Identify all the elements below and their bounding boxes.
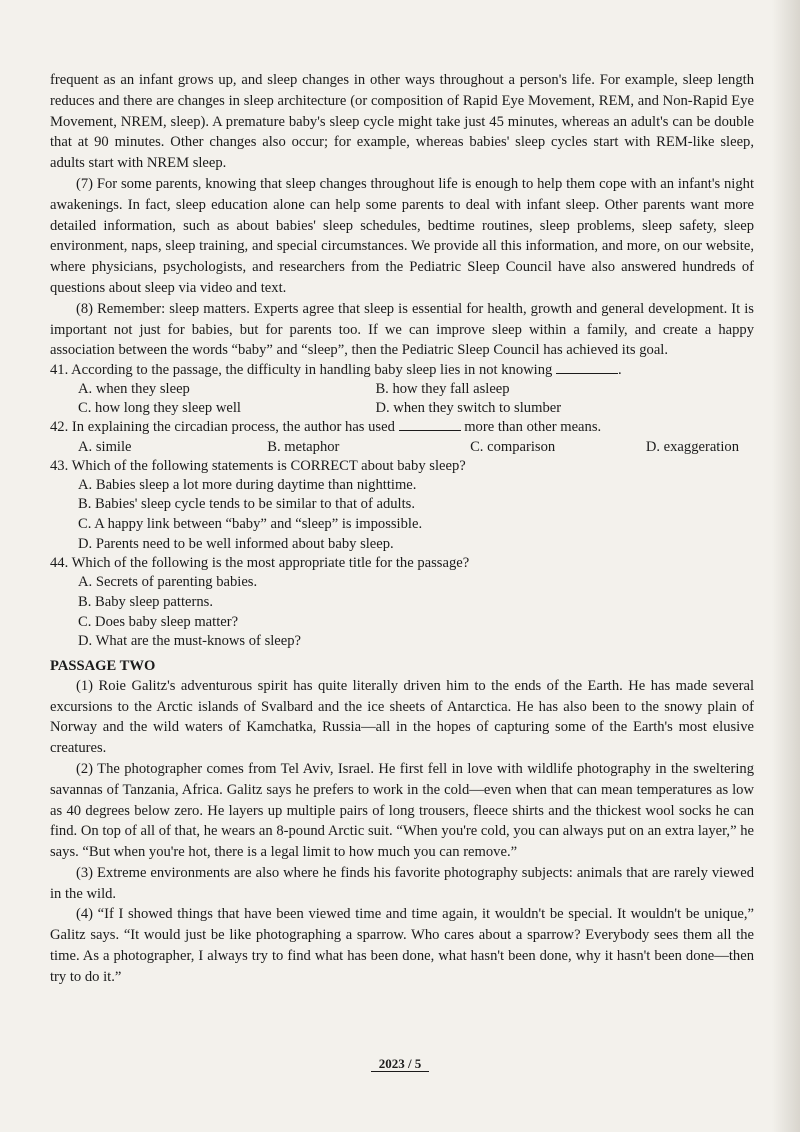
passage-one-paragraph-8: (8) Remember: sleep matters. Experts agree that sleep is essential for health, growth and general development. It is important not just for babies, but for parents too. If we can improve sleep within a family, and create a happy association between the words “baby” and “sleep”, then the Pediatric Sleep Council has achieved its goal.: [50, 300, 754, 359]
question-43: [50, 457, 754, 555]
question-42-stem: 42. In explaining the circadian process, the author has used: [50, 419, 395, 436]
question-42: [50, 418, 754, 456]
passage-two-paragraph-2: (2) The photographer comes from Tel Aviv, Israel. He first fell in love with wildlife photography in the sweltering savannas of Tanzania, Africa. Galitz says he prefers to work in the cold—even when that can mean temperatures as low as 40 degrees below zero. He layers up multiple pairs of long trousers, fleece shirts and the thickest wool socks he can find. On top of all of that, he wears an 8-pound Arctic suit. “When you're cold, you can always put on an extra layer,” he says. “But when you're hot, there is a legal limit to how much you can remove.”: [50, 760, 754, 861]
answer-blank: [399, 418, 461, 431]
question-41-end: .: [617, 362, 622, 379]
option-d: D. What are the must-knows of sleep?: [78, 633, 302, 650]
option-a: A. Secrets of parenting babies.: [78, 574, 258, 591]
option-a: A. when they sleep: [78, 381, 190, 398]
option-b: B. metaphor: [267, 438, 340, 455]
passage-two-paragraph-1: (1) Roie Galitz's adventurous spirit has quite literally driven him to the ends of the Earth. He has made several excursions to the Arctic islands of Svalbard and the ice sheets of Antarctica. He has also been to the snowy plain of Norway and the wild waters of Kamchatka, Russia—all in the hopes of capturing some of the Earth's most elusive creatures.: [50, 677, 754, 757]
option-b: B. Baby sleep patterns.: [78, 593, 213, 610]
option-c: C. how long they sleep well: [78, 400, 241, 417]
question-41: [50, 361, 754, 418]
question-44: [50, 554, 754, 652]
option-a: A. simile: [78, 438, 132, 455]
question-44-stem: 44. Which of the following is the most appropriate title for the passage?: [50, 555, 470, 572]
page-footer: [0, 1056, 800, 1072]
option-d: D. exaggeration: [645, 438, 740, 455]
answer-blank: [556, 361, 618, 374]
option-c: C. Does baby sleep matter?: [78, 613, 239, 630]
question-42-end: more than other means.: [464, 419, 602, 436]
question-43-stem: 43. Which of the following statements is CORRECT about baby sleep?: [50, 457, 466, 474]
option-b: B. how they fall asleep: [375, 381, 510, 398]
option-a: A. Babies sleep a lot more during daytime than nighttime.: [78, 476, 417, 493]
passage-two-heading: PASSAGE TWO: [50, 657, 156, 674]
option-d: D. when they switch to slumber: [375, 400, 562, 417]
passage-two-paragraph-4: (4) “If I showed things that have been viewed time and time again, it wouldn't be special. It wouldn't be unique,” Galitz says. “It would just be like photographing a sparrow. Who cares about a sparrow? Everybody sees them all the time. As a photographer, I always try to find what has been done, what hasn't been done, why it hasn't been done—then try to do it.”: [50, 906, 754, 985]
option-b: B. Babies' sleep cycle tends to be similar to that of adults.: [78, 496, 415, 513]
question-41-stem: 41. According to the passage, the difficulty in handling baby sleep lies in not knowing: [50, 362, 553, 379]
option-c: C. A happy link between “baby” and “sleep” is impossible.: [78, 515, 423, 532]
page-edge-shadow: [772, 0, 800, 1132]
option-d: D. Parents need to be well informed about baby sleep.: [78, 535, 394, 552]
passage-two-paragraph-3: (3) Extreme environments are also where he finds his favorite photography subjects: animals that are rarely viewed in the wild.: [50, 864, 754, 902]
passage-one-paragraph-7: (7) For some parents, knowing that sleep changes throughout life is enough to help them cope with an infant's night awakenings. In fact, sleep education alone can help some parents to deal with infant sleep. Other parents want more detailed information, such as about babies' sleep schedules, bedtime routines, sleep problems, sleep safety, sleep environment, naps, sleep training, and special circumstances. We provide all this information, and more, on our website, where physicians, psychologists, and researchers from the Pediatric Sleep Council have also answered hundreds of questions about sleep via video and text.: [50, 175, 754, 296]
passage-one-paragraph-6: frequent as an infant grows up, and sleep changes in other ways throughout a person's life. For example, sleep length reduces and there are changes in sleep architecture (or composition of Rapid Eye Movement, REM, and Non-Rapid Eye Movement, NREM, sleep). A premature baby's sleep cycle might take just 45 minutes, whereas an adult's can be double that at 90 minutes. Other changes also occur; for example, whereas babies' sleep cycles start with REM-like sleep, adults start with NREM sleep.: [50, 72, 754, 172]
page-number: 2023 / 5: [371, 1056, 430, 1072]
option-c: C. comparison: [470, 438, 556, 455]
